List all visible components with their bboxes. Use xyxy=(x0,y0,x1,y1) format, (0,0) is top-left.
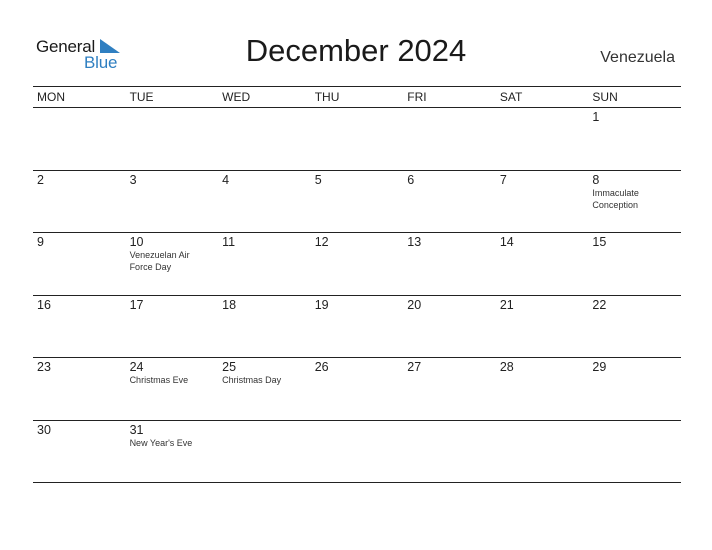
holiday-label: Christmas Day xyxy=(222,375,282,385)
day-cell-29 xyxy=(588,358,681,420)
day-cell-25 xyxy=(218,358,311,420)
day-number: 10 xyxy=(129,235,144,249)
day-cell-10 xyxy=(126,233,219,295)
weekday-thu: THU xyxy=(314,90,340,104)
day-number: 18 xyxy=(222,297,237,312)
day-cell-14 xyxy=(496,233,589,295)
day-cell-31 xyxy=(126,421,219,483)
weekday-fri: FRI xyxy=(407,90,427,104)
day-cell-28 xyxy=(496,358,589,420)
empty-day-cell xyxy=(403,421,496,483)
day-number: 27 xyxy=(407,360,422,374)
day-cell-6 xyxy=(403,171,496,233)
day-number: 31 xyxy=(129,422,144,437)
weekday-wed: WED xyxy=(222,90,251,104)
day-cell-2 xyxy=(33,171,126,233)
week-row xyxy=(33,171,681,234)
empty-day-cell xyxy=(403,108,496,170)
day-cell-24 xyxy=(126,358,219,420)
day-cell-27 xyxy=(403,358,496,420)
day-number: 7 xyxy=(499,172,507,187)
day-cell-8 xyxy=(588,171,681,233)
day-cell-7 xyxy=(496,171,589,233)
empty-day-cell xyxy=(218,421,311,483)
day-number: 30 xyxy=(37,422,51,437)
weeks-container xyxy=(33,108,681,483)
day-number: 9 xyxy=(37,235,44,249)
weekday-sat: SAT xyxy=(499,90,523,104)
day-cell-23 xyxy=(33,358,126,420)
day-number: 11 xyxy=(222,235,236,249)
day-cell-3 xyxy=(126,171,219,233)
day-number: 16 xyxy=(37,297,51,312)
day-number: 21 xyxy=(499,297,514,312)
day-cell-30 xyxy=(33,421,126,483)
day-number: 2 xyxy=(37,172,44,187)
weekday-tue: TUE xyxy=(129,90,154,104)
holiday-label: Venezuelan Air Force Day xyxy=(129,250,190,272)
day-number: 5 xyxy=(314,172,322,187)
weekday-header-row xyxy=(33,86,681,108)
day-number: 6 xyxy=(407,172,415,187)
day-number: 4 xyxy=(222,172,230,187)
holiday-label: New Year's Eve xyxy=(129,437,193,448)
day-number: 1 xyxy=(592,110,600,124)
day-cell-9 xyxy=(33,233,126,295)
weekday-sun: SUN xyxy=(592,90,618,104)
day-cell-22 xyxy=(588,296,681,358)
empty-day-cell xyxy=(218,108,311,170)
day-number: 28 xyxy=(499,360,514,374)
day-cell-15 xyxy=(588,233,681,295)
empty-day-cell xyxy=(126,108,219,170)
day-cell-20 xyxy=(403,296,496,358)
weekday-mon: MON xyxy=(37,90,65,104)
country-name: Venezuela xyxy=(600,49,675,66)
day-cell-13 xyxy=(403,233,496,295)
empty-day-cell xyxy=(311,421,404,483)
calendar-grid xyxy=(33,86,681,483)
day-number: 20 xyxy=(407,297,422,312)
day-number: 14 xyxy=(499,235,514,249)
day-number: 22 xyxy=(592,297,607,312)
day-cell-11 xyxy=(218,233,311,295)
week-row xyxy=(33,296,681,359)
day-number: 15 xyxy=(592,235,607,249)
day-cell-16 xyxy=(33,296,126,358)
day-cell-5 xyxy=(311,171,404,233)
empty-day-cell xyxy=(588,421,681,483)
day-cell-19 xyxy=(311,296,404,358)
week-row xyxy=(33,358,681,421)
day-number: 13 xyxy=(407,235,422,249)
day-number: 25 xyxy=(222,360,237,374)
logo-text-general: General xyxy=(36,37,96,56)
calendar-title: December 2024 xyxy=(245,33,467,68)
day-cell-21 xyxy=(496,296,589,358)
holiday-label: Immaculate Conception xyxy=(592,187,639,210)
day-number: 23 xyxy=(37,360,51,374)
week-row xyxy=(33,233,681,296)
day-cell-18 xyxy=(218,296,311,358)
empty-day-cell xyxy=(496,108,589,170)
day-number: 19 xyxy=(314,297,329,312)
day-cell-4 xyxy=(218,171,311,233)
day-number: 8 xyxy=(592,172,600,187)
day-cell-17 xyxy=(126,296,219,358)
holiday-label: Christmas Eve xyxy=(129,375,189,385)
day-cell-1 xyxy=(588,108,681,170)
empty-day-cell xyxy=(311,108,404,170)
day-number: 24 xyxy=(129,360,144,374)
week-row xyxy=(33,108,681,171)
day-number: 12 xyxy=(314,235,329,249)
logo-text-blue: Blue xyxy=(84,53,118,72)
day-number: 29 xyxy=(592,360,607,374)
day-cell-26 xyxy=(311,358,404,420)
day-number: 17 xyxy=(129,297,144,312)
day-number: 26 xyxy=(314,360,329,374)
empty-day-cell xyxy=(33,108,126,170)
day-cell-12 xyxy=(311,233,404,295)
empty-day-cell xyxy=(496,421,589,483)
day-number: 3 xyxy=(129,172,137,187)
week-row xyxy=(33,421,681,484)
